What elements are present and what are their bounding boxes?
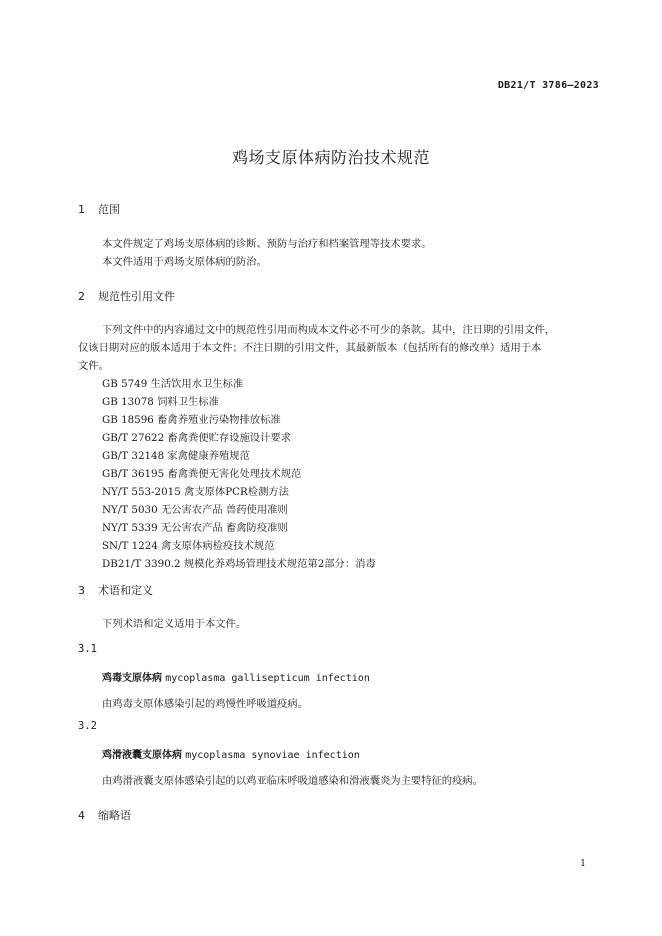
normative-intro-line-2: 仅该日期对应的版本适用于本文件；不注日期的引用文件，其最新版本（包括所有的修改单）适用于本 — [78, 342, 542, 354]
scope-paragraph-2: 本文件适用于鸡场支原体病的防治。 — [102, 256, 267, 268]
term-number: 3.2 — [78, 720, 97, 732]
section-title: 范围 — [98, 203, 120, 216]
section-title: 缩略语 — [98, 809, 131, 822]
section-number: 2 — [78, 290, 85, 303]
reference-item: GB 5749 生活饮用水卫生标准 — [102, 378, 244, 390]
reference-item: GB/T 27622 畜禽粪便贮存设施设计要求 — [102, 432, 291, 444]
reference-item: GB 18596 畜禽养殖业污染物排放标准 — [102, 414, 281, 426]
section-number: 4 — [78, 809, 85, 822]
page-number: 1 — [579, 858, 586, 869]
reference-item: GB 13078 饲料卫生标准 — [102, 396, 219, 408]
document-number: DB21/T 3786—2023 — [497, 80, 599, 91]
reference-item: DB21/T 3390.2 规模化养鸡场管理技术规范第2部分：消毒 — [102, 558, 376, 570]
scope-paragraph-1: 本文件规定了鸡场支原体病的诊断、预防与治疗和档案管理等技术要求。 — [102, 238, 432, 250]
term-definition: 由鸡滑液囊支原体感染引起的以鸡亚临床呼吸道感染和滑液囊炎为主要特征的疫病。 — [102, 775, 483, 787]
reference-item: NY/T 5030 无公害农产品 兽药使用准则 — [102, 504, 288, 516]
section-heading-terms — [78, 582, 153, 598]
section-heading-normative-references — [78, 288, 175, 304]
term-english: mycoplasma gallisepticum infection — [165, 673, 370, 684]
term-entry — [102, 669, 370, 684]
term-definition: 由鸡毒支原体感染引起的鸡慢性呼吸道疫病。 — [102, 698, 308, 710]
terms-intro: 下列术语和定义适用于本文件。 — [102, 618, 247, 630]
section-number: 3 — [78, 584, 85, 597]
reference-item: SN/T 1224 禽支原体病检疫技术规范 — [102, 540, 275, 552]
normative-intro-line-1: 下列文件中的内容通过文中的规范性引用而构成本文件必不可少的条款。其中，注日期的引用文件， — [102, 324, 556, 336]
document-title: 鸡场支原体病防治技术规范 — [231, 148, 430, 167]
section-title: 规范性引用文件 — [98, 290, 175, 303]
reference-item: GB/T 36195 畜禽粪便无害化处理技术规范 — [102, 468, 302, 480]
normative-intro-line-3: 文件。 — [78, 360, 109, 372]
section-number: 1 — [78, 203, 85, 216]
term-chinese: 鸡滑液囊支原体病 — [102, 750, 182, 761]
term-number: 3.1 — [78, 643, 97, 655]
reference-item: NY/T 5339 无公害农产品 畜禽防疫准则 — [102, 522, 288, 534]
term-english: mycoplasma synoviae infection — [185, 750, 360, 761]
reference-item: GB/T 32148 家禽健康养殖规范 — [102, 450, 250, 462]
section-heading-abbreviations — [78, 807, 131, 823]
reference-item: NY/T 553-2015 禽支原体PCR检测方法 — [102, 486, 289, 498]
section-heading-scope — [78, 201, 120, 217]
term-entry — [102, 746, 360, 761]
section-title: 术语和定义 — [98, 584, 153, 597]
term-chinese: 鸡毒支原体病 — [102, 673, 162, 684]
